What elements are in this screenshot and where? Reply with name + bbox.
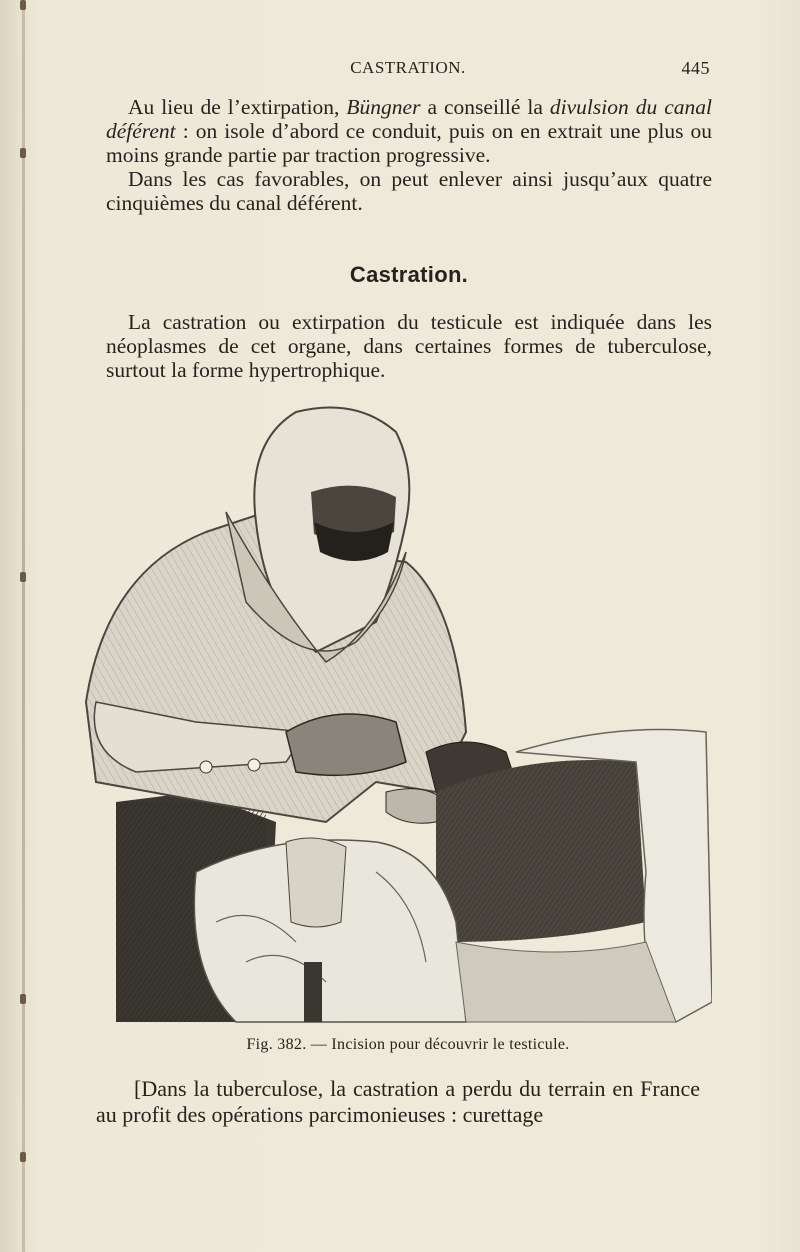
- page-number: 445: [681, 58, 710, 78]
- p1-part3: : on isole d’abord ce conduit, puis on en extrait une plus ou moins grande partie par traction progressive.: [106, 119, 712, 167]
- figure-engraving: [76, 402, 712, 1028]
- running-head: [106, 58, 710, 80]
- paragraph-indications: La castration ou extirpation du testicule est indiquée dans les néoplasmes de cet organe, dans certaines formes de tuberculose, surtout la forme hypertrophique.: [106, 310, 712, 382]
- paragraph-tuberculosis: [Dans la tuberculose, la castration a perdu du terrain en France au profit des opérations parcimonieuses : curettage: [96, 1076, 700, 1127]
- section-heading: Castration.: [349, 262, 469, 287]
- edge-mark: [20, 572, 26, 582]
- p1-part1: Au lieu de l’extirpation,: [128, 95, 347, 119]
- edge-mark: [20, 994, 26, 1004]
- edge-mark: [20, 0, 26, 10]
- surgeon-illustration: [76, 402, 712, 1028]
- intro-text: [106, 95, 712, 215]
- paragraph-divulsion: [106, 95, 712, 167]
- running-head-title: CASTRATION.: [350, 58, 466, 77]
- indication-text: [106, 310, 712, 382]
- p1-emphasis: divulsion du canal déférent: [106, 95, 712, 143]
- page-binding: [22, 0, 25, 1252]
- edge-mark: [20, 148, 26, 158]
- paragraph-favorable-cases: Dans les cas favorables, on peut enlever ainsi jusqu’aux quatre cinquièmes du canal déférent.: [106, 167, 712, 215]
- p1-part2: a conseillé la: [420, 95, 550, 119]
- figure-caption: Fig. 382. — Incision pour découvrir le testicule.: [246, 1036, 570, 1053]
- closing-text: [96, 1076, 700, 1128]
- edge-mark: [20, 1152, 26, 1162]
- author-name: Büngner: [346, 95, 421, 119]
